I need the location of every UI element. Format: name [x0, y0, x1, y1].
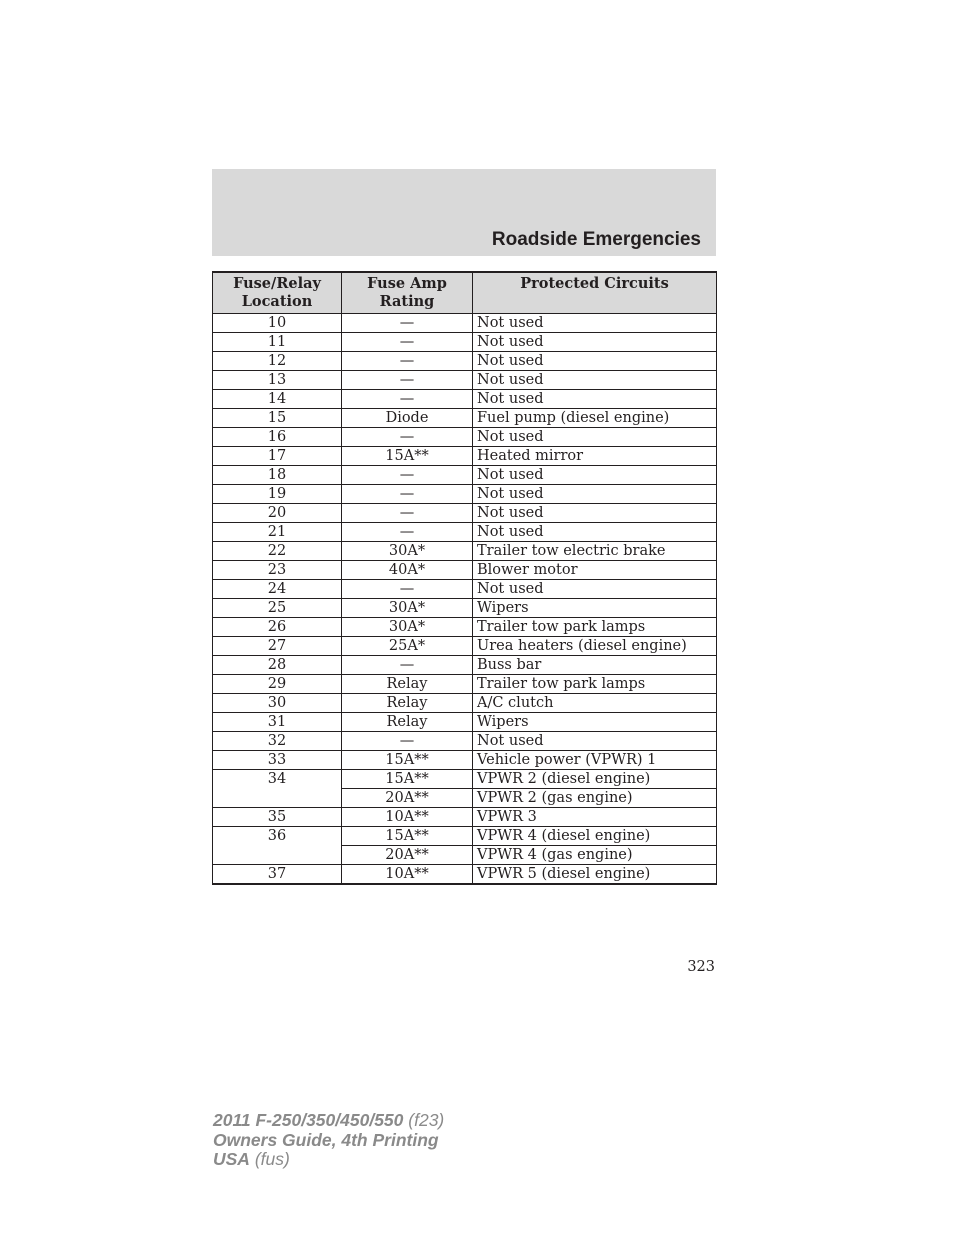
- cell-circuit: Not used: [473, 332, 717, 351]
- section-header-band: [212, 169, 716, 256]
- cell-location: 26: [213, 617, 342, 636]
- column-header-location: Fuse/Relay Location: [213, 272, 342, 313]
- fuse-table: [212, 271, 717, 885]
- cell-circuit: Buss bar: [473, 655, 717, 674]
- table-row: [213, 731, 717, 750]
- cell-circuit: Wipers: [473, 598, 717, 617]
- cell-rating: Relay: [342, 674, 473, 693]
- table-row: [213, 370, 717, 389]
- cell-location: 34: [213, 769, 342, 807]
- table-row: [213, 769, 717, 788]
- cell-rating: —: [342, 655, 473, 674]
- table-row: [213, 636, 717, 655]
- cell-location: 25: [213, 598, 342, 617]
- cell-rating: —: [342, 503, 473, 522]
- cell-rating: —: [342, 370, 473, 389]
- cell-location: 17: [213, 446, 342, 465]
- table-row: [213, 351, 717, 370]
- table-row: [213, 750, 717, 769]
- cell-circuit: VPWR 3: [473, 807, 717, 826]
- table-row: [213, 712, 717, 731]
- cell-rating: Diode: [342, 408, 473, 427]
- cell-circuit: Fuel pump (diesel engine): [473, 408, 717, 427]
- cell-circuit: Trailer tow electric brake: [473, 541, 717, 560]
- cell-location: 27: [213, 636, 342, 655]
- cell-rating: —: [342, 579, 473, 598]
- page-number: 323: [687, 959, 715, 975]
- cell-location: 19: [213, 484, 342, 503]
- table-row: [213, 313, 717, 332]
- cell-circuit: Not used: [473, 313, 717, 332]
- cell-rating: —: [342, 731, 473, 750]
- cell-circuit: VPWR 4 (diesel engine): [473, 826, 717, 845]
- cell-location: 35: [213, 807, 342, 826]
- cell-rating: Relay: [342, 712, 473, 731]
- table-header-row: [213, 272, 717, 313]
- cell-rating: 15A**: [342, 826, 473, 845]
- column-header-circuits: Protected Circuits: [473, 272, 717, 313]
- fuse-table-body: [213, 313, 717, 884]
- footer-model: 2011 F-250/350/450/550: [213, 1110, 404, 1130]
- footer-model-code: (f23): [408, 1110, 445, 1130]
- cell-location: 13: [213, 370, 342, 389]
- table-row: [213, 617, 717, 636]
- cell-location: 10: [213, 313, 342, 332]
- table-row: [213, 408, 717, 427]
- cell-location: 36: [213, 826, 342, 864]
- cell-rating: —: [342, 427, 473, 446]
- cell-rating: 30A*: [342, 617, 473, 636]
- column-header-rating: Fuse Amp Rating: [342, 272, 473, 313]
- cell-rating: 10A**: [342, 864, 473, 884]
- cell-circuit: Not used: [473, 731, 717, 750]
- cell-rating: 15A**: [342, 769, 473, 788]
- cell-location: 11: [213, 332, 342, 351]
- cell-circuit: Not used: [473, 503, 717, 522]
- cell-circuit: VPWR 5 (diesel engine): [473, 864, 717, 884]
- table-row: [213, 560, 717, 579]
- cell-rating: —: [342, 332, 473, 351]
- cell-circuit: A/C clutch: [473, 693, 717, 712]
- cell-circuit: Wipers: [473, 712, 717, 731]
- footer-line-market: [213, 1150, 444, 1170]
- cell-location: 30: [213, 693, 342, 712]
- table-row: [213, 864, 717, 884]
- cell-circuit: Not used: [473, 579, 717, 598]
- cell-location: 29: [213, 674, 342, 693]
- cell-location: 23: [213, 560, 342, 579]
- cell-location: 18: [213, 465, 342, 484]
- cell-location: 16: [213, 427, 342, 446]
- cell-rating: 15A**: [342, 750, 473, 769]
- table-row: [213, 655, 717, 674]
- cell-rating: —: [342, 484, 473, 503]
- cell-circuit: Not used: [473, 389, 717, 408]
- table-row: [213, 541, 717, 560]
- table-row: [213, 427, 717, 446]
- cell-circuit: Trailer tow park lamps: [473, 617, 717, 636]
- cell-rating: 30A*: [342, 598, 473, 617]
- cell-location: 21: [213, 522, 342, 541]
- table-row: [213, 674, 717, 693]
- cell-rating: —: [342, 465, 473, 484]
- footer-guide: Owners Guide, 4th Printing: [213, 1129, 439, 1150]
- table-row: [213, 484, 717, 503]
- table-row: [213, 446, 717, 465]
- table-row: [213, 807, 717, 826]
- cell-location: 12: [213, 351, 342, 370]
- cell-circuit: VPWR 2 (gas engine): [473, 788, 717, 807]
- cell-circuit: Not used: [473, 522, 717, 541]
- cell-rating: 25A*: [342, 636, 473, 655]
- cell-location: 20: [213, 503, 342, 522]
- footer-market-code: (fus): [254, 1149, 290, 1169]
- footer: [213, 1111, 444, 1170]
- cell-location: 31: [213, 712, 342, 731]
- cell-rating: —: [342, 389, 473, 408]
- section-title: Roadside Emergencies: [491, 229, 701, 250]
- table-row: [213, 826, 717, 845]
- cell-rating: 15A**: [342, 446, 473, 465]
- cell-circuit: Heated mirror: [473, 446, 717, 465]
- table-row: [213, 332, 717, 351]
- cell-circuit: Trailer tow park lamps: [473, 674, 717, 693]
- footer-market: USA: [213, 1149, 250, 1169]
- cell-circuit: Not used: [473, 427, 717, 446]
- cell-circuit: Not used: [473, 484, 717, 503]
- cell-location: 24: [213, 579, 342, 598]
- cell-location: 22: [213, 541, 342, 560]
- cell-circuit: VPWR 2 (diesel engine): [473, 769, 717, 788]
- table-row: [213, 465, 717, 484]
- table-row: [213, 522, 717, 541]
- cell-rating: 20A**: [342, 845, 473, 864]
- table-row: [213, 579, 717, 598]
- cell-rating: 20A**: [342, 788, 473, 807]
- footer-line-model: [213, 1111, 444, 1131]
- cell-rating: —: [342, 522, 473, 541]
- table-row: [213, 598, 717, 617]
- cell-location: 28: [213, 655, 342, 674]
- cell-rating: —: [342, 313, 473, 332]
- cell-rating: 30A*: [342, 541, 473, 560]
- cell-rating: Relay: [342, 693, 473, 712]
- cell-location: 32: [213, 731, 342, 750]
- cell-circuit: Vehicle power (VPWR) 1: [473, 750, 717, 769]
- cell-circuit: Not used: [473, 370, 717, 389]
- table-row: [213, 389, 717, 408]
- cell-location: 14: [213, 389, 342, 408]
- cell-rating: —: [342, 351, 473, 370]
- cell-location: 37: [213, 864, 342, 884]
- table-row: [213, 693, 717, 712]
- cell-rating: 40A*: [342, 560, 473, 579]
- table-row: [213, 503, 717, 522]
- cell-circuit: Urea heaters (diesel engine): [473, 636, 717, 655]
- cell-circuit: VPWR 4 (gas engine): [473, 845, 717, 864]
- cell-rating: 10A**: [342, 807, 473, 826]
- cell-circuit: Not used: [473, 465, 717, 484]
- cell-location: 33: [213, 750, 342, 769]
- cell-location: 15: [213, 408, 342, 427]
- cell-circuit: Not used: [473, 351, 717, 370]
- cell-circuit: Blower motor: [473, 560, 717, 579]
